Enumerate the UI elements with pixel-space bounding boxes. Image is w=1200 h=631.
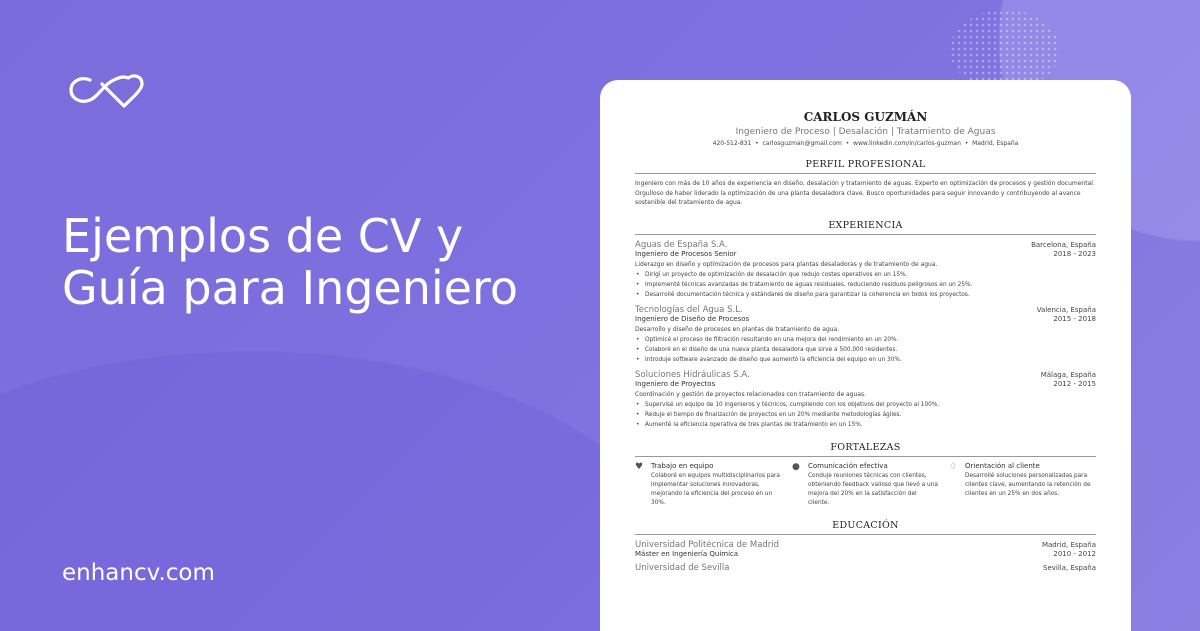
- education-location: Madrid, España: [1041, 540, 1096, 549]
- job-entry: [635, 305, 1096, 365]
- school: Universidad Politécnica de Madrid: [635, 539, 780, 550]
- job-description: Coordinación y gestión de proyectos relacionados con tratamiento de aguas.: [635, 390, 867, 398]
- job-bullet: • Dirigí un proyecto de optimización de desalación que redujo costes operativos en un 15%.: [635, 270, 1096, 280]
- company: Soluciones Hidráulicas S.A.: [635, 369, 750, 380]
- job-bullet: • Reduje el tiempo de finalización de proyectos en un 20% mediante metodologías ágiles.: [635, 410, 1096, 420]
- strength-description: Conduje reuniones técnicas con clientes, obteniendo feedback valioso que llevó a una mejora del 20% en la satisfacción del cliente.: [808, 472, 938, 506]
- experience-list: [635, 240, 1096, 430]
- education-location: Sevilla, España: [1043, 563, 1096, 572]
- job-location: Málaga, España: [1040, 370, 1096, 379]
- job-bullet: • Desarrollé documentación técnica y estándares de diseño para garantizar la coherencia en todos los proyectos.: [635, 290, 1096, 300]
- job-bullet: • Implementé técnicas avanzadas de tratamiento de aguas residuales, reduciendo residuos peligrosos en un 25%.: [635, 280, 1096, 290]
- site-link[interactable]: enhancv.com: [62, 560, 215, 586]
- strength-description: Desarrollé soluciones personalizadas para clientes clave, aumentando la retención de clientes en un 25% en dos años.: [965, 472, 1091, 497]
- school: Universidad de Sevilla: [635, 562, 730, 573]
- job-bullet: • Supervisé un equipo de 10 ingenieros y técnicos, cumpliendo con los objetivos del proyecto al 100%.: [635, 400, 1096, 410]
- strength-title: Comunicación efectiva: [808, 461, 888, 470]
- strength-item: [949, 462, 1096, 508]
- linkedin: www.linkedin.com/in/carlos-guzman: [853, 140, 961, 147]
- email: carlosguzman@gmail.com: [762, 140, 842, 147]
- profile-text: Ingeniero con más de 10 años de experiencia en diseño, desalación y tratamiento de aguas. Experto en optimización de procesos y gestión documental. Orgulloso de haber liderado la optimización de una planta desaladora clave. Busco oportunidades para seguir innovando y contribuyendo al avance sostenible del tratamiento de agua.: [635, 180, 1095, 206]
- section-heading-education: EDUCACIÓN: [635, 520, 1096, 535]
- lightbulb-icon: ♢: [949, 461, 958, 472]
- cv-preview: [600, 80, 1131, 631]
- education-dates: 2010 - 2012: [1053, 549, 1096, 558]
- background-dots: [950, 10, 1060, 90]
- job-bullet: • Colaboré en el diseño de una nueva planta desaladora que sirve a 500.000 residentes.: [635, 345, 1096, 355]
- job-bullet: • Aumenté la eficiencia operativa de tres plantas de tratamiento en un 15%.: [635, 420, 1096, 430]
- head-speech-icon: ●: [792, 461, 800, 472]
- company: Aguas de España S.A.: [635, 239, 728, 250]
- job-role: Ingeniero de Proyectos: [635, 379, 716, 388]
- cv-contact: 420-512-831 • carlosguzman@gmail.com • www.linkedin.com/in/carlos-guzman • Madrid, España: [712, 140, 1019, 147]
- job-dates: 2018 - 2023: [1053, 249, 1096, 258]
- section-heading-experience: EXPERIENCIA: [635, 220, 1096, 235]
- degree: Máster en Ingeniería Química: [635, 549, 739, 558]
- job-bullet: • Introduje software avanzado de diseño que aumentó la eficiencia del equipo en un 30%.: [635, 355, 1096, 365]
- company: Tecnologías del Agua S.L.: [635, 304, 743, 315]
- job-entry: [635, 370, 1096, 430]
- strength-item: [792, 462, 939, 508]
- heart-icon: ♥: [635, 461, 644, 472]
- education-entry: [635, 540, 1096, 558]
- job-entry: [635, 240, 1096, 300]
- strengths-list: [635, 462, 1096, 508]
- phone: 420-512-831: [712, 140, 752, 147]
- job-description: Desarrollo y diseño de procesos en plantas de tratamiento de agua.: [635, 325, 840, 333]
- cv-name: CARLOS GUZMÁN: [803, 110, 928, 124]
- education-list: [635, 540, 1096, 573]
- page-headline: Ejemplos de CV y Guía para Ingeniero: [62, 209, 519, 315]
- job-location: Barcelona, España: [1031, 240, 1096, 249]
- job-dates: 2012 - 2015: [1053, 379, 1096, 388]
- job-description: Liderazgo en diseño y optimización de procesos para plantas desaladoras y de tratamiento de agua.: [635, 260, 938, 268]
- strength-title: Orientación al cliente: [965, 461, 1040, 470]
- section-heading-profile: PERFIL PROFESIONAL: [635, 159, 1096, 174]
- job-bullet: • Optimicé el proceso de filtración resultando en una mejora del rendimiento en un 20%.: [635, 335, 1096, 345]
- job-role: Ingeniero de Procesos Senior: [635, 249, 737, 258]
- strength-title: Trabajo en equipo: [651, 461, 714, 470]
- job-role: Ingeniero de Diseño de Procesos: [635, 314, 750, 323]
- enhancv-logo-icon: [68, 70, 146, 110]
- job-dates: 2015 - 2018: [1053, 314, 1096, 323]
- education-entry: [635, 563, 1096, 573]
- cv-title: Ingeniero de Proceso | Desalación | Tratamiento de Aguas: [735, 127, 996, 137]
- location: Madrid, España: [972, 140, 1019, 147]
- strength-description: Colaboré en equipos multidisciplinarios para implementar soluciones innovadoras, mejorando la eficiencia del proceso en un 30%.: [651, 472, 780, 506]
- job-location: Valencia, España: [1036, 305, 1096, 314]
- section-heading-strengths: FORTALEZAS: [635, 442, 1096, 457]
- strength-item: [635, 462, 782, 508]
